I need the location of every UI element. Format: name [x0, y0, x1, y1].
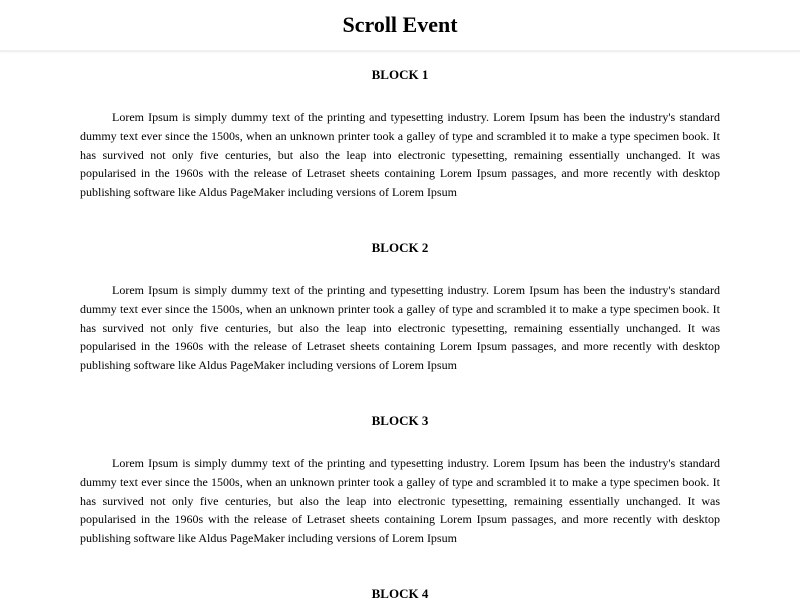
block-2 [80, 225, 720, 375]
block-paragraph: Lorem Ipsum is simply dummy text of the printing and typesetting industry. Lorem Ipsum has been the industry's standard dummy text ever since the 1500s, when an unknown printer took a galley of type and scrambled it to make a type specimen book. It has survived not only five centuries, but also the leap into electronic typesetting, remaining essentially unchanged. It was popularised in the 1960s with the release of Letraset sheets containing Lorem Ipsum passages, and more recently with desktop publishing software like Aldus PageMaker including versions of Lorem Ipsum [80, 282, 720, 373]
block-paragraph: Lorem Ipsum is simply dummy text of the printing and typesetting industry. Lorem Ipsum has been the industry's standard dummy text ever since the 1500s, when an unknown printer took a galley of type and scrambled it to make a type specimen book. It has survived not only five centuries, but also the leap into electronic typesetting, remaining essentially unchanged. It was popularised in the 1960s with the release of Letraset sheets containing Lorem Ipsum passages, and more recently with desktop publishing software like Aldus PageMaker including versions of Lorem Ipsum [80, 110, 720, 200]
block-heading: BLOCK 1 [371, 67, 429, 82]
block-1 [80, 52, 720, 202]
block-heading: BLOCK 2 [371, 239, 429, 255]
block-heading: BLOCK 3 [371, 412, 429, 428]
block-heading: BLOCK 4 [371, 585, 429, 601]
block-3 [80, 398, 720, 548]
scroll-content[interactable] [80, 52, 720, 604]
page-title: Scroll Event [342, 12, 458, 37]
block-paragraph: Lorem Ipsum is simply dummy text of the printing and typesetting industry. Lorem Ipsum has been the industry's standard dummy text ever since the 1500s, when an unknown printer took a galley of type and scrambled it to make a type specimen book. It has survived not only five centuries, but also the leap into electronic typesetting, remaining essentially unchanged. It was popularised in the 1960s with the release of Letraset sheets containing Lorem Ipsum passages, and more recently with desktop publishing software like Aldus PageMaker including versions of Lorem Ipsum [80, 455, 720, 546]
block-4 [80, 571, 720, 604]
page-header [0, 0, 800, 52]
